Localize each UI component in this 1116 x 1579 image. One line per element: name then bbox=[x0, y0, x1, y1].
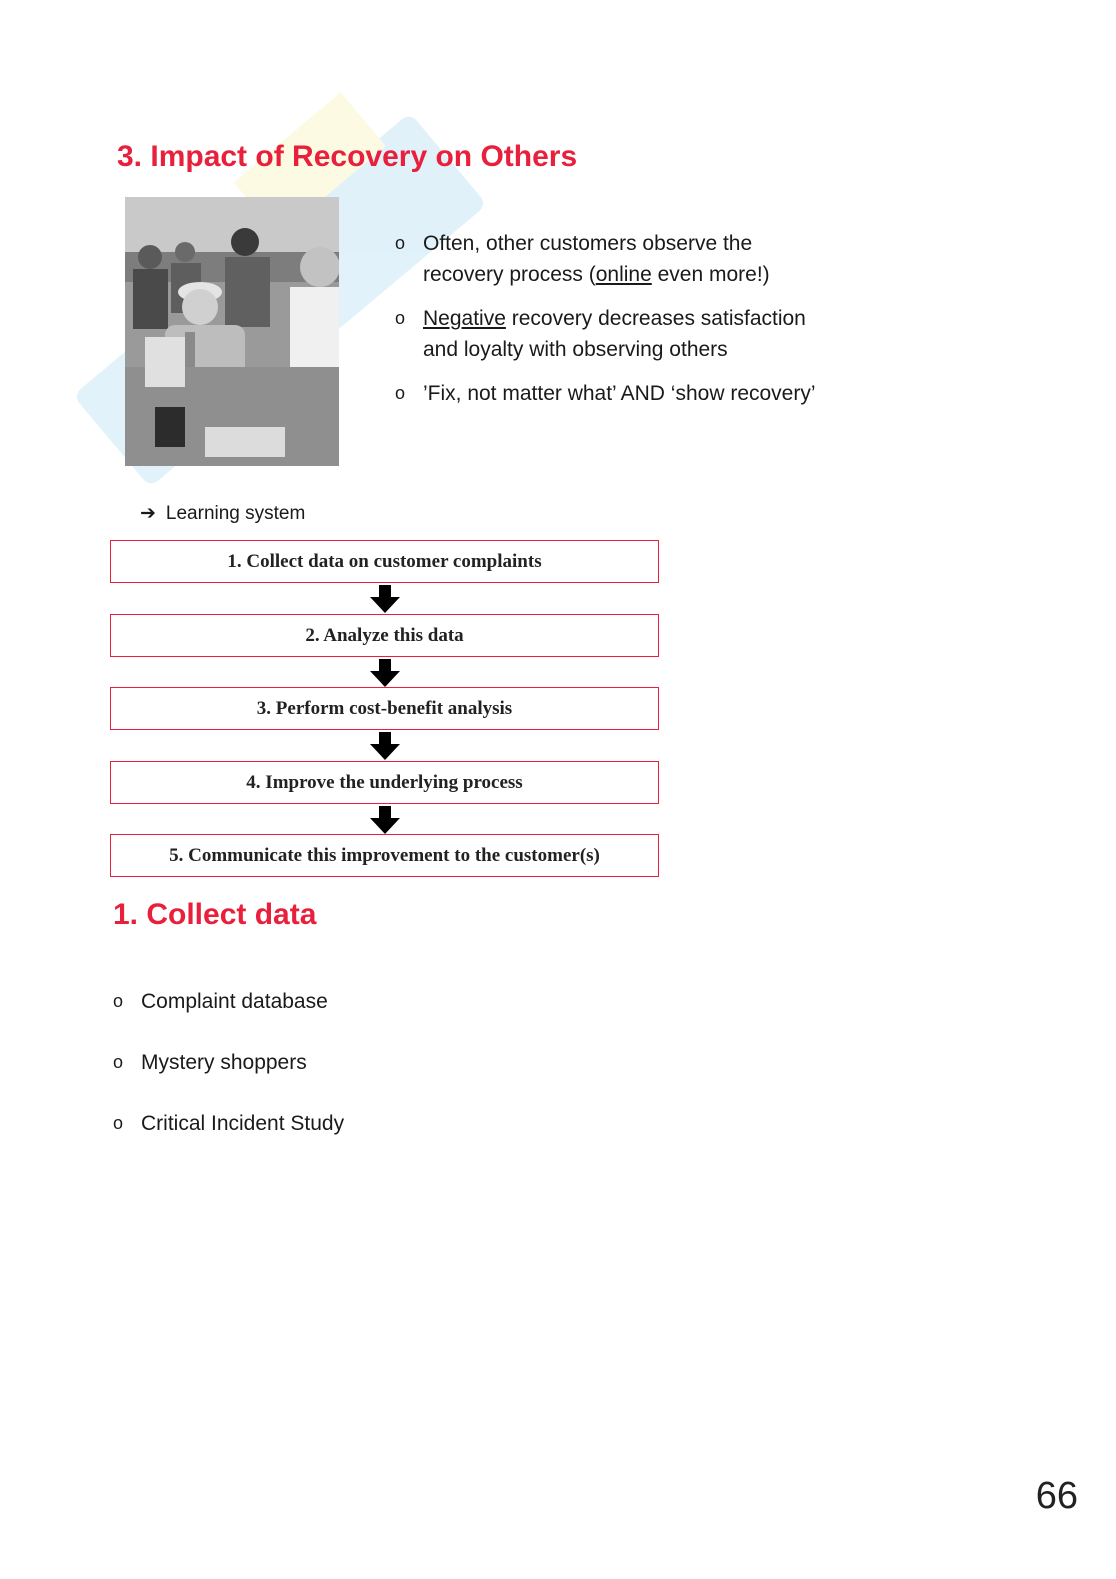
list-item bbox=[395, 303, 835, 365]
bullet-text-underlined: Negative bbox=[423, 307, 506, 330]
down-arrow-icon bbox=[370, 659, 400, 687]
bullet-text: Often, other customers observe the recovery process ( bbox=[423, 232, 753, 286]
section-title-collect-data: 1. Collect data bbox=[113, 898, 317, 931]
bullet-text: even more!) bbox=[651, 263, 770, 286]
bullet-marker: o bbox=[395, 383, 406, 403]
bullet-marker: o bbox=[113, 991, 124, 1011]
bullet-marker: o bbox=[395, 233, 406, 253]
down-arrow-icon bbox=[370, 806, 400, 834]
flow-step-4: 4. Improve the underlying process bbox=[110, 761, 659, 804]
bullet-text-underlined: online bbox=[595, 263, 652, 286]
flow-step-3: 3. Perform cost-benefit analysis bbox=[110, 687, 659, 730]
bullet-marker: o bbox=[395, 308, 406, 328]
flow-step-1: 1. Collect data on customer complaints bbox=[110, 540, 659, 583]
section-title-impact: 3. Impact of Recovery on Others bbox=[117, 140, 578, 173]
bullet-text: recovery decreases satisfaction and loyalty with observing others bbox=[423, 307, 806, 361]
bullet-text: ’Fix, not matter what’ AND ‘show recovery’ bbox=[423, 382, 816, 405]
collect-data-bullet-list bbox=[113, 987, 344, 1170]
list-item bbox=[395, 228, 835, 290]
page-number: 66 bbox=[1035, 1475, 1078, 1517]
down-arrow-icon bbox=[370, 732, 400, 760]
down-arrow-icon bbox=[370, 585, 400, 613]
bullet-marker: o bbox=[113, 1113, 124, 1133]
flow-step-2: 2. Analyze this data bbox=[110, 614, 659, 657]
bullet-marker: o bbox=[113, 1052, 124, 1072]
impact-bullet-list bbox=[395, 228, 835, 422]
bullet-text: Mystery shoppers bbox=[141, 1051, 307, 1074]
people-at-counter-photo bbox=[125, 197, 339, 466]
list-item bbox=[113, 1048, 344, 1077]
list-item bbox=[113, 987, 344, 1016]
list-item bbox=[395, 378, 835, 409]
learning-text: Learning system bbox=[165, 503, 306, 524]
list-item bbox=[113, 1109, 344, 1138]
bullet-text: Complaint database bbox=[141, 990, 328, 1013]
right-arrow-icon: ➔ bbox=[140, 503, 156, 524]
learning-system-label bbox=[140, 502, 305, 525]
bullet-text: Critical Incident Study bbox=[141, 1112, 345, 1135]
flow-step-5: 5. Communicate this improvement to the customer(s) bbox=[110, 834, 659, 877]
